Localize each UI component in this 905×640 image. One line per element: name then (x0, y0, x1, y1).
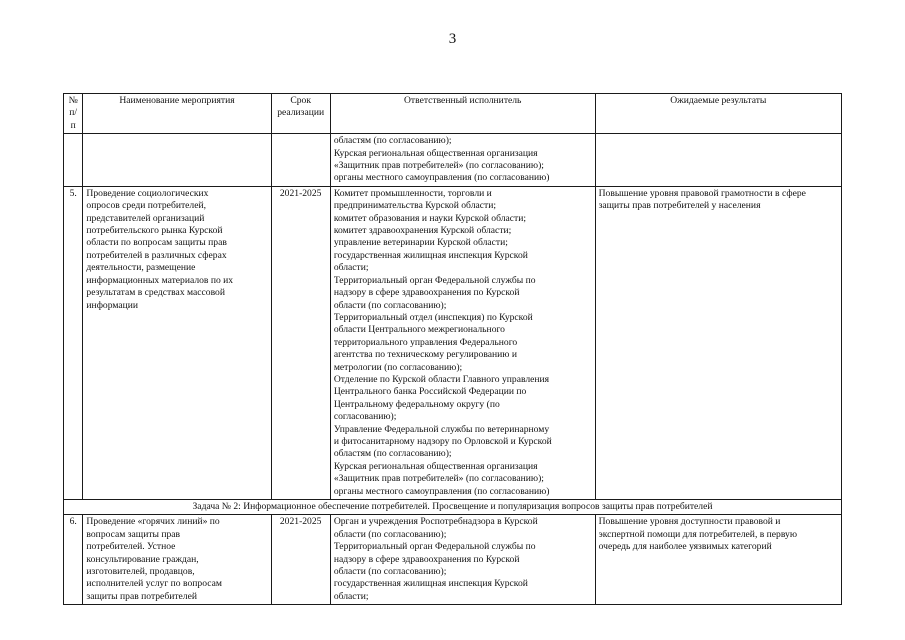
text-line: комитет образования и науки Курской области; (333, 212, 527, 224)
text-line: «Защитник прав потребителей» (по согласованию); (333, 160, 544, 172)
text-line: изготовителей, продавцов, (86, 566, 195, 578)
text-line: Орган и учреждения Роспотребнадзора в Курской (333, 516, 538, 528)
table-row-continuation (64, 134, 842, 187)
text-line: области; (333, 590, 369, 602)
text-line: области по вопросам защиты прав (86, 237, 227, 249)
text-line: области; (333, 262, 369, 274)
text-line: управление ветеринарии Курской области; (333, 237, 508, 249)
task-row (64, 500, 842, 515)
text-line: Проведение социологических (86, 187, 209, 199)
text-line: надзору в сфере здравоохранения по Курской (333, 287, 520, 299)
header-number (64, 94, 83, 134)
text-line: Территориальный орган Федеральной службы по (333, 274, 536, 286)
table-header-row (64, 94, 842, 134)
text-line: Повышение уровня правовой грамотности в сфере (598, 187, 806, 199)
text-line: надзору в сфере здравоохранения по Курской (333, 553, 520, 565)
cell-results (595, 515, 841, 605)
text-line: метрологии (по согласованию); (333, 361, 463, 373)
text-line: защиты прав потребителей у населения (598, 200, 761, 212)
text-line: экспертной помощи для потребителей, в первую (598, 528, 798, 540)
header-number-line1: № (68, 95, 78, 106)
text-line: вопросам защиты прав (86, 528, 181, 540)
cell-executor (330, 515, 595, 605)
text-line: Курская региональная общественная организация (333, 147, 538, 159)
text-line: потребителей. Устное (86, 541, 176, 553)
text-line: потребительского рынка Курской (86, 225, 223, 237)
text-line: органы местного самоуправления (по согласованию) (333, 485, 550, 497)
text-line: Курская региональная общественная организация (333, 460, 538, 472)
text-line: государственная жилищная инспекция Курской (333, 578, 528, 590)
table-row-5 (64, 186, 842, 499)
header-name: Наименование мероприятия (83, 94, 271, 134)
header-number-line2: п/п (69, 107, 78, 131)
text-line: территориального управления Федерального (333, 336, 518, 348)
text-line: области Центрального межрегионального (333, 324, 505, 336)
text-line: информации (86, 299, 139, 311)
text-line: Территориальный отдел (инспекция) по Курской (333, 311, 533, 323)
text-line: Комитет промышленности, торговли и (333, 187, 492, 199)
measures-table (63, 93, 842, 605)
cell-empty (64, 134, 83, 187)
text-line: деятельности, размещение (86, 262, 196, 274)
text-line: Центрального банка Российской Федерации по (333, 386, 527, 398)
text-line: области (по согласованию); (333, 528, 447, 540)
text-line: исполнителей услуг по вопросам (86, 578, 222, 590)
header-results: Ожидаемые результаты (595, 94, 841, 134)
text-line: представителей организаций (86, 212, 205, 224)
text-line: Территориальный орган Федеральной службы по (333, 541, 536, 553)
task-heading: Задача № 2: Информационное обеспечение потребителей. Просвещение и популяризация вопросов защиты прав потребителей (64, 500, 842, 515)
text-line: Управление Федеральной службы по ветеринарному (333, 423, 550, 435)
text-line: согласованию); (333, 411, 397, 423)
cell-measure-name (83, 186, 271, 499)
page-number: 3 (448, 31, 457, 47)
text-line: консультирование граждан, (86, 553, 199, 565)
text-line: областям (по согласованию); (333, 135, 452, 147)
cell-empty (271, 134, 330, 187)
text-line: органы местного самоуправления (по согласованию) (333, 172, 550, 184)
text-line: информационных материалов по их (86, 274, 234, 286)
cell-measure-name (83, 515, 271, 605)
cell-term: 2021-2025 (271, 186, 330, 499)
cell-executor (330, 134, 595, 187)
text-line: и фитосанитарному надзору по Орловской и Курской (333, 435, 552, 447)
text-line: области (по согласованию); (333, 566, 447, 578)
text-line: Проведение «горячих линий» по (86, 516, 220, 528)
text-line: Повышение уровня доступности правовой и (598, 516, 781, 528)
header-term-line2: реализации (277, 107, 325, 119)
cell-number: 5. (64, 186, 83, 499)
text-line: областям (по согласованию); (333, 448, 452, 460)
text-line: «Защитник прав потребителей» (по согласованию); (333, 473, 544, 485)
cell-term: 2021-2025 (271, 515, 330, 605)
text-line: очередь для наиболее уязвимых категорий (598, 541, 772, 553)
text-line: комитет здравоохранения Курской области; (333, 225, 512, 237)
cell-empty (595, 134, 841, 187)
text-line: государственная жилищная инспекция Курской (333, 249, 528, 261)
text-line: предпринимательства Курской области; (333, 200, 496, 212)
cell-executor (330, 186, 595, 499)
text-line: агентства по техническому регулированию и (333, 349, 517, 361)
header-term-line1: Срок (290, 95, 311, 106)
text-line: результатам в средствах массовой (86, 287, 225, 299)
cell-empty (83, 134, 271, 187)
text-line: области (по согласованию); (333, 299, 447, 311)
text-line: потребителей в различных сферах (86, 249, 227, 261)
table-row-6 (64, 515, 842, 605)
text-line: Центральному федеральному округу (по (333, 398, 500, 410)
cell-number: 6. (64, 515, 83, 605)
cell-results (595, 186, 841, 499)
header-term (271, 94, 330, 134)
header-executor: Ответственный исполнитель (330, 94, 595, 134)
text-line: защиты прав потребителей (86, 590, 197, 602)
text-line: опросов среди потребителей, (86, 200, 206, 212)
text-line: Отделение по Курской области Главного управления (333, 373, 550, 385)
